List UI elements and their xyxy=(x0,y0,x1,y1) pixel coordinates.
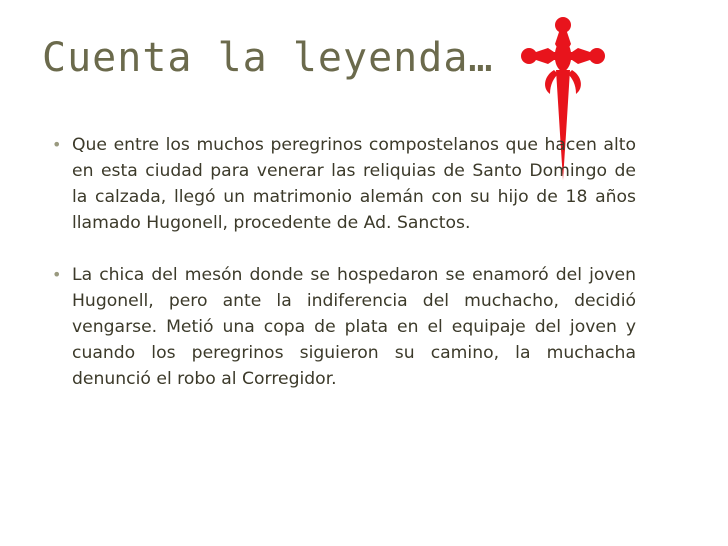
bullet-item-1 xyxy=(50,132,636,236)
bullet-text-1: Que entre los muchos peregrinos compostelanos que hacen alto en esta ciudad para venerar las reliquias de Santo Domingo de la calzada, llegó un matrimonio alemán con su hijo de 18 años llamado Hugonell, procedente de Ad. Sanctos. xyxy=(72,135,636,233)
bullet-list xyxy=(50,132,636,418)
bullet-marker: • xyxy=(52,265,62,284)
bullet-text-2: La chica del mesón donde se hospedaron se enamoró del joven Hugonell, pero ante la indiferencia del muchacho, decidió vengarse. Metió una copa de plata en el equipaje del joven y cuando los peregrinos siguieron su camino, la muchacha denunció el robo al Corregidor. xyxy=(72,265,636,389)
bullet-item-2 xyxy=(50,262,636,392)
slide-title: Cuenta la leyenda… xyxy=(42,35,494,81)
bullet-marker: • xyxy=(52,135,62,154)
